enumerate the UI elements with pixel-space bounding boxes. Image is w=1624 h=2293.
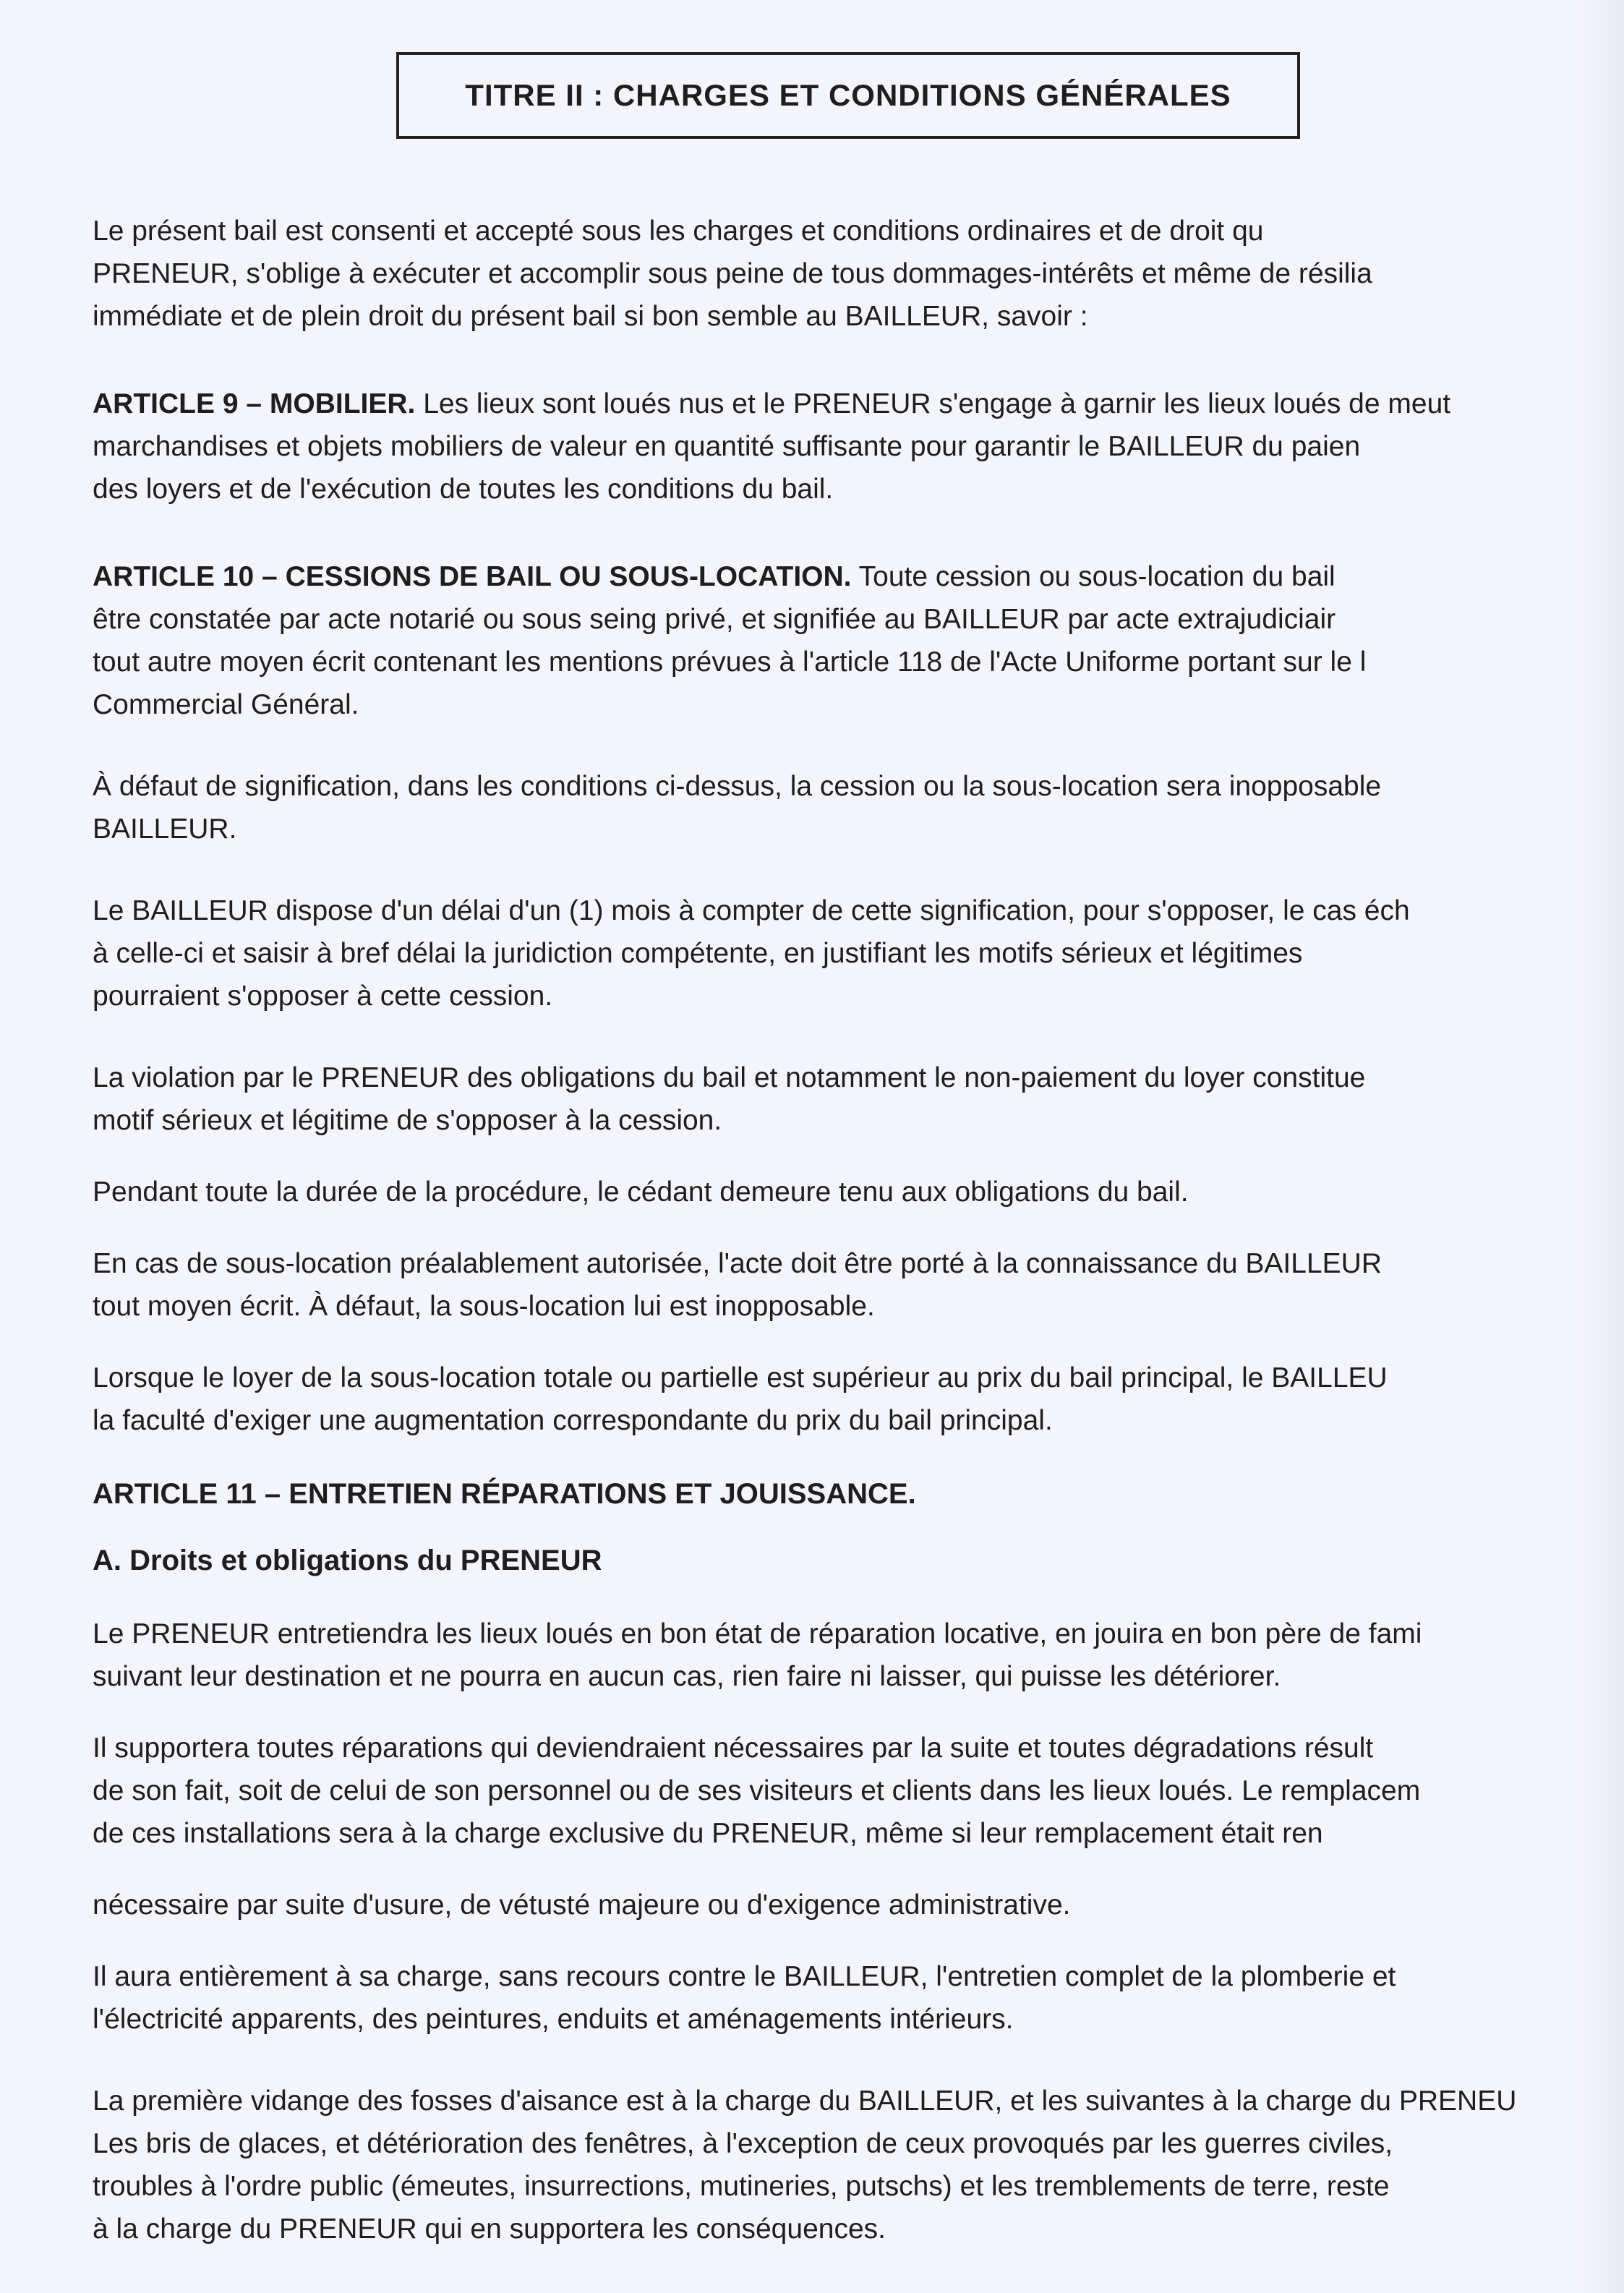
article-9 — [93, 383, 1539, 511]
text-line: Pendant toute la durée de la procédure, le cédant demeure tenu aux obligations du bail. — [93, 1177, 1189, 1208]
text-line: Il supportera toutes réparations qui deviendraient nécessaires par la suite et toutes dégradations résult — [93, 1733, 1374, 1764]
text-line: En cas de sous-location préalablement autorisée, l'acte doit être porté à la connaissance du BAILLEUR — [93, 1248, 1382, 1279]
document-body — [93, 210, 1539, 2278]
title-box — [396, 52, 1300, 139]
article-11 — [93, 1471, 1539, 2250]
text-line: Le PRENEUR entretiendra les lieux loués en bon état de réparation locative, en jouira en bon père de fami — [93, 1618, 1422, 1649]
text-line: suivant leur destination et ne pourra en aucun cas, rien faire ni laisser, qui puisse les détériorer. — [93, 1661, 1281, 1692]
article-11-heading: ARTICLE 11 – ENTRETIEN RÉPARATIONS ET JOUISSANCE. — [93, 1478, 916, 1510]
text-line: La première vidange des fosses d'aisance est à la charge du BAILLEUR, et les suivantes à la charge du PRENEU — [93, 2085, 1517, 2117]
article-10-heading: ARTICLE 10 – CESSIONS DE BAIL OU SOUS-LOCATION. — [93, 561, 852, 592]
text-line: tout autre moyen écrit contenant les mentions prévues à l'article 118 de l'Acte Uniforme portant sur le l — [93, 646, 1367, 678]
text-line: des loyers et de l'exécution de toutes les conditions du bail. — [93, 474, 834, 505]
text-line: à la charge du PRENEUR qui en supportera les conséquences. — [93, 2213, 886, 2245]
text-line: marchandises et objets mobiliers de valeur en quantité suffisante pour garantir le BAILLEUR du paien — [93, 431, 1361, 462]
text-line: pourraient s'opposer à cette cession. — [93, 981, 553, 1012]
text-line: Lorsque le loyer de la sous-location totale ou partielle est supérieur au prix du bail principal, le BAILLEU — [93, 1362, 1388, 1393]
text-line: motif sérieux et légitime de s'opposer à la cession. — [93, 1105, 722, 1136]
text-line: Il aura entièrement à sa charge, sans recours contre le BAILLEUR, l'entretien complet de la plomberie et — [93, 1961, 1396, 1992]
text-line — [93, 383, 1539, 425]
text-line: de ces installations sera à la charge exclusive du PRENEUR, même si leur remplacement était ren — [93, 1818, 1323, 1849]
text-line: de son fait, soit de celui de son personnel ou de ses visiteurs et clients dans les lieux loués. Le remplacem — [93, 1775, 1421, 1806]
text-line: la faculté d'exiger une augmentation correspondante du prix du bail principal. — [93, 1405, 1053, 1436]
text-line — [93, 555, 1539, 598]
text-line: Les bris de glaces, et détérioration des fenêtres, à l'exception de ceux provoqués par les guerres civiles, — [93, 2128, 1393, 2159]
article-9-heading: ARTICLE 9 – MOBILIER. — [93, 388, 416, 419]
text-line: À défaut de signification, dans les conditions ci-dessus, la cession ou la sous-location sera inopposable — [93, 771, 1382, 802]
text-line: Le présent bail est consenti et accepté sous les charges et conditions ordinaires et de droit qu — [93, 215, 1264, 247]
text-line: La violation par le PRENEUR des obligations du bail et notamment le non-paiement du loyer constitue — [93, 1062, 1366, 1093]
text-line: immédiate et de plein droit du présent bail si bon semble au BAILLEUR, savoir : — [93, 301, 1088, 332]
text-line: troubles à l'ordre public (émeutes, insurrections, mutineries, putschs) et les tremblements de terre, reste — [93, 2171, 1390, 2202]
text-line: l'électricité apparents, des peintures, enduits et aménagements intérieurs. — [93, 2004, 1014, 2035]
article-10-text: Toute cession ou sous-location du bail — [851, 561, 1335, 592]
text-line: Le BAILLEUR dispose d'un délai d'un (1) mois à compter de cette signification, pour s'opposer, le cas éch — [93, 895, 1410, 926]
text-line: tout moyen écrit. À défaut, la sous-location lui est inopposable. — [93, 1291, 875, 1322]
article-11-subheading: A. Droits et obligations du PRENEUR — [93, 1545, 602, 1576]
text-line: BAILLEUR. — [93, 814, 237, 845]
intro-paragraph — [93, 210, 1539, 338]
text-line: à celle-ci et saisir à bref délai la juridiction compétente, en justifiant les motifs sérieux et légitimes — [93, 938, 1303, 969]
page-edge-shadow — [1581, 0, 1624, 2293]
document-title: TITRE II : CHARGES ET CONDITIONS GÉNÉRALES — [465, 78, 1231, 112]
text-line: PRENEUR, s'oblige à exécuter et accomplir sous peine de tous dommages-intérêts et même de résilia — [93, 258, 1372, 289]
text-line: nécessaire par suite d'usure, de vétusté majeure ou d'exigence administrative. — [93, 1890, 1071, 1921]
article-9-text: Les lieux sont loués nus et le PRENEUR s'engage à garnir les lieux loués de meut — [415, 388, 1451, 419]
article-10 — [93, 555, 1539, 1442]
text-line: être constatée par acte notarié ou sous seing privé, et signifiée au BAILLEUR par acte extrajudiciair — [93, 604, 1336, 635]
text-line: Commercial Général. — [93, 689, 359, 720]
